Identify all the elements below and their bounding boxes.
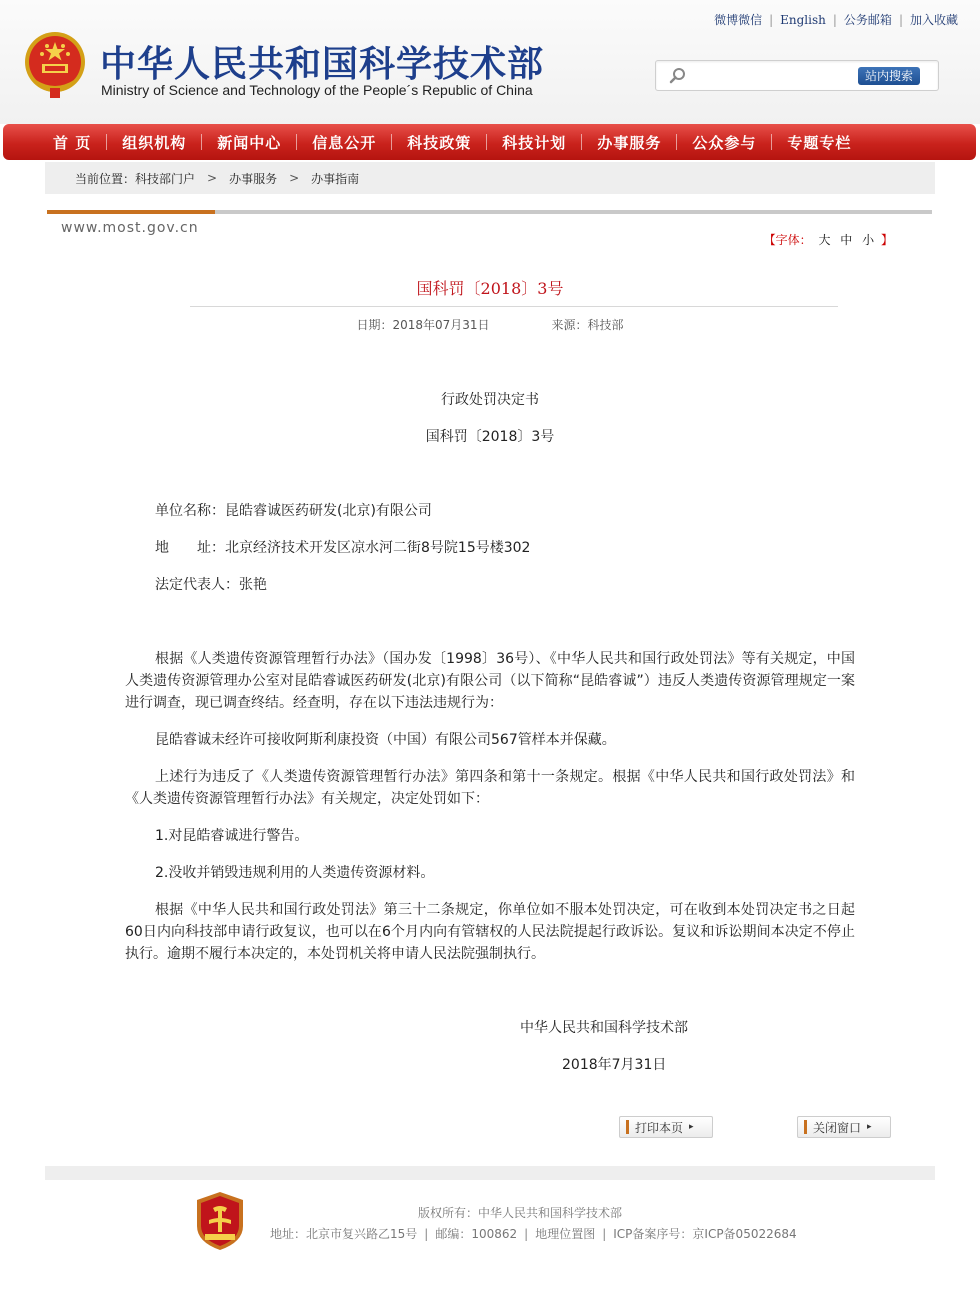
article-source: 来源：科技部 [551, 318, 624, 332]
print-page-button[interactable] [619, 1116, 713, 1138]
breadcrumb-separator: > [207, 171, 218, 185]
paragraph-3: 上述行为违反了《人类遗传资源管理暂行办法》第四条和第十一条规定。根据《中华人民共和国行政处罚法》和《人类遗传资源管理暂行办法》有关规定，决定处罚如下： [125, 769, 855, 807]
main-nav [3, 124, 976, 160]
nav-services[interactable]: 办事服务 [597, 133, 662, 152]
nav-public[interactable]: 公众参与 [692, 133, 757, 152]
article-meta [45, 316, 935, 333]
arrow-right-icon: ▸ [689, 1122, 694, 1132]
breadcrumb-guide[interactable]: 办事指南 [311, 171, 360, 186]
legal-representative: 法定代表人：张艳 [155, 577, 267, 593]
article-date: 日期：2018年07月31日 [356, 318, 490, 332]
print-page-label: 打印本页 [635, 1120, 684, 1135]
footer-icp: ICP备案序号：京ICP备05022684 [613, 1227, 797, 1241]
button-bar-icon [804, 1120, 807, 1134]
article-title: 国科罚〔2018〕3号 [416, 279, 564, 298]
penalty-item-1: 1.对昆皓睿诚进行警告。 [155, 828, 309, 844]
nav-home[interactable]: 首 页 [53, 133, 92, 152]
nav-separator [771, 134, 772, 150]
footer-postcode: 邮编：100862 [435, 1227, 518, 1241]
close-window-button[interactable] [797, 1116, 891, 1138]
top-links [714, 11, 958, 28]
font-size-medium[interactable]: 中 [840, 233, 853, 247]
top-link-separator: | [898, 12, 903, 27]
footer-separator: | [424, 1226, 429, 1241]
font-size-small[interactable]: 小 [862, 233, 875, 247]
breadcrumb-services[interactable]: 办事服务 [229, 171, 278, 186]
english-link[interactable]: English [780, 12, 826, 27]
arrow-right-icon: ▸ [867, 1122, 872, 1132]
search-box [655, 60, 939, 91]
footer-map-link[interactable]: 地理位置图 [535, 1227, 596, 1241]
paragraph-2: 昆皓睿诚未经许可接收阿斯利康投资（中国）有限公司567管样本并保藏。 [155, 732, 616, 748]
font-size-open: 【字体： [763, 233, 812, 247]
footer-copyright: 版权所有：中华人民共和国科学技术部 [417, 1206, 622, 1220]
breadcrumb-separator: > [289, 171, 300, 185]
top-link-separator: | [769, 12, 774, 27]
nav-plans[interactable]: 科技计划 [502, 133, 567, 152]
nav-separator [296, 134, 297, 150]
breadcrumb-label: 当前位置： [75, 171, 136, 186]
doc-type: 行政处罚决定书 [441, 392, 539, 408]
nav-information[interactable]: 信息公开 [312, 133, 377, 152]
footer-separator: | [524, 1226, 529, 1241]
nav-separator [201, 134, 202, 150]
footer-separator: | [602, 1226, 607, 1241]
sign-date: 2018年7月31日 [562, 1057, 667, 1073]
nav-topics[interactable]: 专题专栏 [787, 133, 852, 152]
doc-number: 国科罚〔2018〕3号 [425, 429, 555, 445]
search-icon [669, 67, 687, 85]
nav-separator [676, 134, 677, 150]
add-favorite-link[interactable]: 加入收藏 [909, 13, 958, 27]
party-government-badge-icon [193, 1190, 247, 1252]
site-title-english: Ministry of Science and Technology of the People´s Republic of China [101, 82, 533, 98]
paragraph-4: 根据《中华人民共和国行政处罚法》第三十二条规定，你单位如不服本处罚决定，可在收到本处罚决定书之日起60日内向科技部申请行政复议，也可以在6个月内向有管辖权的人民法院提起行政诉讼。复议和诉讼期间本决定不停止执行。逾期不履行本决定的，本处罚机关将申请人民法院强制执行。 [125, 902, 855, 962]
content-top-bar [47, 210, 932, 214]
font-size-control [764, 231, 893, 248]
nav-separator [581, 134, 582, 150]
footer-info [270, 1225, 797, 1242]
site-header [0, 0, 980, 124]
weibo-weixin-link[interactable]: 微博微信 [714, 13, 763, 27]
domain-logo: www.most.gov.cn [61, 220, 199, 236]
official-mail-link[interactable]: 公务邮箱 [843, 13, 892, 27]
signature: 中华人民共和国科学技术部 [520, 1020, 688, 1036]
nav-policy[interactable]: 科技政策 [407, 133, 472, 152]
nav-separator [486, 134, 487, 150]
footer-divider [45, 1166, 935, 1180]
title-divider [190, 306, 838, 307]
nav-news[interactable]: 新闻中心 [217, 133, 282, 152]
unit-name: 单位名称：昆皓睿诚医药研发(北京)有限公司 [155, 503, 432, 519]
font-size-close: 】 [880, 233, 893, 247]
article-content [45, 194, 935, 1164]
paragraph-1: 根据《人类遗传资源管理暂行办法》（国办发〔1998〕36号）、《中华人民共和国行政处罚法》等有关规定，中国人类遗传资源管理办公室对昆皓睿诚医药研发(北京)有限公司（以下简称“昆皓睿诚”）违反人类遗传资源管理规定一案进行调查，现已调查终结。经查明，存在以下违法违规行为： [125, 651, 855, 711]
top-link-separator: | [832, 12, 837, 27]
nav-separator [391, 134, 392, 150]
footer-address: 地址：北京市复兴路乙15号 [270, 1227, 418, 1241]
breadcrumb-portal[interactable]: 科技部门户 [135, 171, 196, 186]
content-top-bar-accent [47, 210, 215, 214]
nav-separator [106, 134, 107, 150]
font-size-large[interactable]: 大 [818, 233, 831, 247]
penalty-item-2: 2.没收并销毁违规利用的人类遗传资源材料。 [155, 865, 435, 881]
nav-organization[interactable]: 组织机构 [122, 133, 187, 152]
site-title-chinese: 中华人民共和国科学技术部 [100, 44, 545, 85]
close-window-label: 关闭窗口 [813, 1120, 862, 1135]
unit-address: 地 址：北京经济技术开发区凉水河二街8号院15号楼302 [155, 540, 531, 556]
button-bar-icon [626, 1120, 629, 1134]
search-input[interactable] [694, 66, 854, 86]
breadcrumb [45, 162, 935, 194]
search-button[interactable]: 站内搜索 [858, 67, 920, 85]
national-emblem-icon [22, 30, 88, 100]
